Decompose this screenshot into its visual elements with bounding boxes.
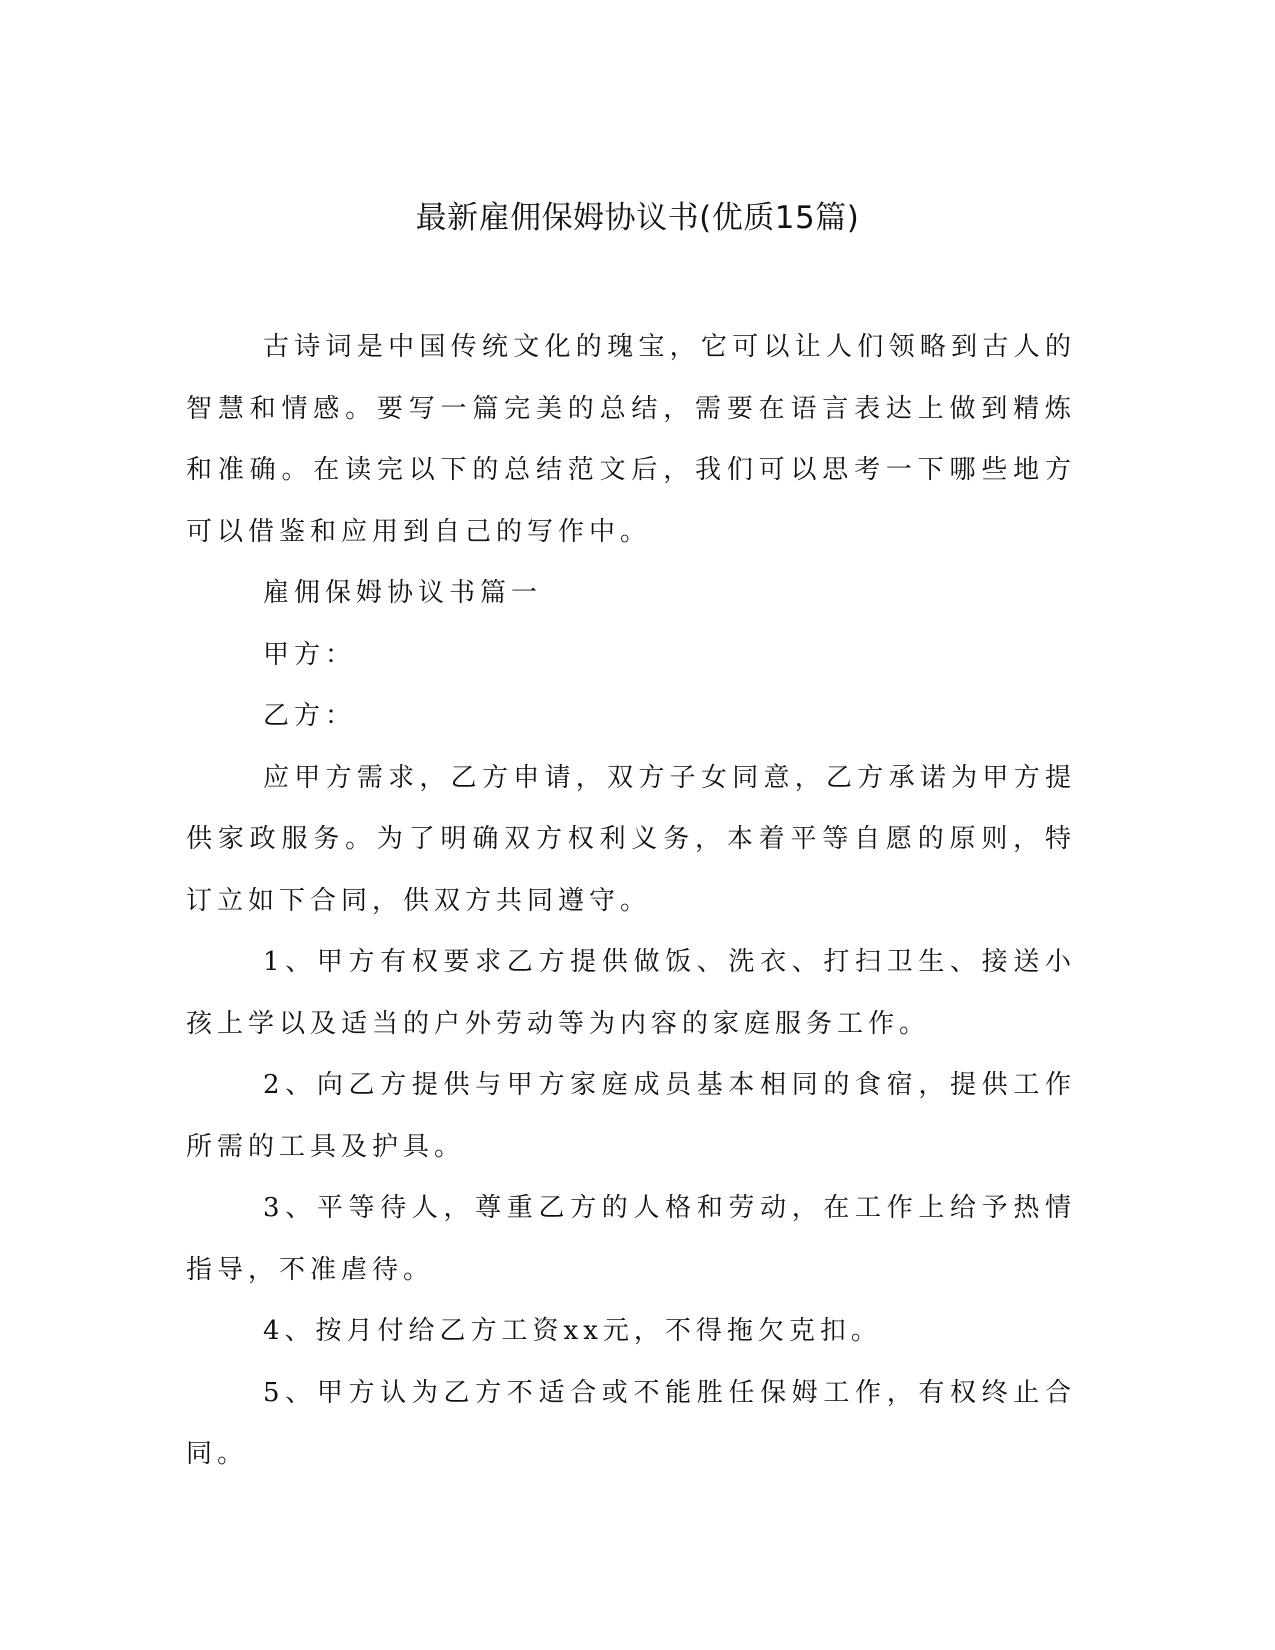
document-body — [186, 317, 1076, 1486]
clause-4: 4、按月付给乙方工资xx元，不得拖欠克扣。 — [263, 1316, 882, 1346]
clause-5: 5、甲方认为乙方不适合或不能胜任保姆工作，有权终止合同。 — [186, 1377, 1076, 1469]
party-a-line: 甲方： — [263, 639, 357, 670]
intro-paragraph: 古诗词是中国传统文化的瑰宝，它可以让人们领略到古人的智慧和情感。要写一篇完美的总结，需要在语言表达上做到精炼和准确。在读完以下的总结范文后，我们可以思考一下哪些地方可以借鉴和应用到自己的写作中。 — [186, 332, 1076, 547]
clause-2: 2、向乙方提供与甲方家庭成员基本相同的食宿，提供工作所需的工具及护具。 — [186, 1070, 1076, 1162]
clause-1: 1、甲方有权要求乙方提供做饭、洗衣、打扫卫生、接送小孩上学以及适当的户外劳动等为内容的家庭服务工作。 — [186, 947, 1076, 1039]
party-b-line: 乙方： — [263, 701, 357, 731]
section-heading: 雇佣保姆协议书篇一 — [263, 578, 543, 608]
document-title: 最新雇佣保姆协议书(优质15篇) — [415, 200, 860, 236]
preamble-paragraph: 应甲方需求，乙方申请，双方子女同意，乙方承诺为甲方提供家政服务。为了明确双方权利义务，本着平等自愿的原则，特订立如下合同，供双方共同遵守。 — [186, 762, 1076, 916]
clause-3: 3、平等待人，尊重乙方的人格和劳动，在工作上给予热情指导，不准虐待。 — [186, 1193, 1076, 1285]
